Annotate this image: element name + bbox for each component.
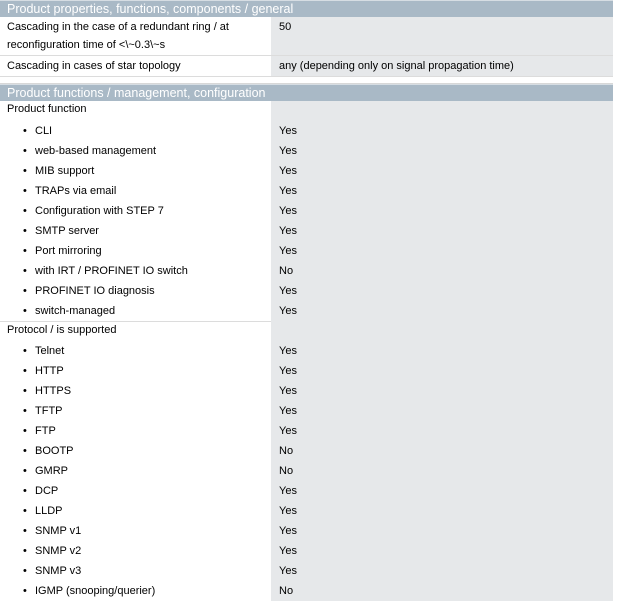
spec-item-row — [0, 581, 613, 601]
spec-item-value-cell — [271, 441, 613, 461]
spec-item-label-cell — [0, 141, 271, 161]
bullet-icon: • — [23, 185, 27, 197]
spec-item-label: DCP — [35, 485, 59, 497]
spec-item-value: No — [279, 445, 294, 457]
spec-item-value-cell — [271, 461, 613, 481]
spec-item-value: Yes — [279, 345, 297, 357]
spec-item-value: Yes — [279, 305, 297, 317]
spec-item-value-cell — [271, 581, 613, 601]
spec-item-value: Yes — [279, 505, 297, 517]
spec-item-label-cell — [0, 461, 271, 481]
spec-item-row — [0, 381, 613, 401]
bullet-icon: • — [23, 125, 27, 137]
spec-item-value: No — [279, 585, 294, 597]
spec-item-label-cell — [0, 241, 271, 261]
spec-item-row — [0, 341, 613, 361]
spec-item-label: Configuration with STEP 7 — [35, 205, 164, 217]
spec-item-row — [0, 361, 613, 381]
bullet-icon: • — [23, 305, 27, 317]
spec-item-value-cell — [271, 241, 613, 261]
bullet-icon: • — [23, 265, 27, 277]
spec-item-value: Yes — [279, 365, 297, 377]
spec-item-value: Yes — [279, 385, 297, 397]
spec-item-row — [0, 141, 613, 161]
bullet-icon: • — [23, 225, 27, 237]
spec-item-row — [0, 461, 613, 481]
spec-item-label: TFTP — [35, 405, 63, 417]
spec-item-label: BOOTP — [35, 445, 74, 457]
spec-item-value: Yes — [279, 485, 297, 497]
spec-item-label-cell — [0, 501, 271, 521]
spec-item-value-cell — [271, 221, 613, 241]
spec-group-row — [0, 101, 613, 121]
spec-row-star-topology — [0, 56, 613, 77]
spec-item-value-cell — [271, 521, 613, 541]
spec-item-value: Yes — [279, 125, 297, 137]
spec-item-value-cell — [271, 341, 613, 361]
spec-item-value: Yes — [279, 205, 297, 217]
spec-row-redundant-ring — [0, 17, 613, 56]
bullet-icon: • — [23, 165, 27, 177]
spec-group-label: Product function — [7, 103, 87, 115]
spec-item-value-cell — [271, 141, 613, 161]
spec-item-label-cell — [0, 181, 271, 201]
spec-item-value: Yes — [279, 565, 297, 577]
spec-item-label-cell — [0, 401, 271, 421]
section-header-management: Product functions / management, configuration — [0, 84, 613, 101]
spec-value-empty — [271, 101, 613, 121]
spec-item-row — [0, 221, 613, 241]
bullet-icon: • — [23, 345, 27, 357]
bullet-icon: • — [23, 465, 27, 477]
bullet-icon: • — [23, 385, 27, 397]
spec-item-value: Yes — [279, 245, 297, 257]
spec-item-label-cell — [0, 541, 271, 561]
spec-item-value-cell — [271, 501, 613, 521]
spec-item-value-cell — [271, 561, 613, 581]
spec-item-value-cell — [271, 381, 613, 401]
spec-value-empty — [271, 321, 613, 341]
spec-item-value: No — [279, 265, 294, 277]
spec-item-label-cell — [0, 481, 271, 501]
spec-item-value-cell — [271, 481, 613, 501]
spec-item-value: Yes — [279, 525, 297, 537]
spec-item-label: SNMP v2 — [35, 545, 82, 557]
bullet-icon: • — [23, 405, 27, 417]
spec-item-value: Yes — [279, 185, 297, 197]
spec-item-value: Yes — [279, 405, 297, 417]
spec-item-row — [0, 301, 613, 321]
section-divider — [0, 77, 613, 84]
spec-item-label: SMTP server — [35, 225, 99, 237]
spec-item-value: Yes — [279, 545, 297, 557]
spec-item-label-cell — [0, 581, 271, 601]
spec-item-label: Port mirroring — [35, 245, 102, 257]
bullet-icon: • — [23, 585, 27, 597]
spec-item-label-cell — [0, 561, 271, 581]
spec-item-label: HTTPS — [35, 385, 72, 397]
spec-item-value-cell — [271, 161, 613, 181]
bullet-icon: • — [23, 285, 27, 297]
spec-item-value-cell — [271, 401, 613, 421]
spec-item-label: IGMP (snooping/querier) — [35, 585, 156, 597]
spec-item-row — [0, 281, 613, 301]
bullet-icon: • — [23, 445, 27, 457]
spec-item-label: TRAPs via email — [35, 185, 117, 197]
spec-item-row — [0, 501, 613, 521]
spec-group-label: Protocol / is supported — [0, 321, 271, 341]
spec-item-label-cell — [0, 381, 271, 401]
spec-item-row — [0, 541, 613, 561]
spec-item-label: CLI — [35, 125, 53, 137]
spec-item-label-cell — [0, 121, 271, 141]
spec-item-value-cell — [271, 261, 613, 281]
spec-item-label-cell — [0, 281, 271, 301]
spec-item-row — [0, 201, 613, 221]
spec-item-label: PROFINET IO diagnosis — [35, 285, 155, 297]
spec-item-label: web-based management — [35, 145, 157, 157]
spec-label: Cascading in the case of a redundant ring / at reconfiguration time of <\~0.3\~s — [7, 21, 229, 51]
spec-value: 50 — [271, 17, 613, 55]
bullet-icon: • — [23, 365, 27, 377]
bullet-icon: • — [23, 505, 27, 517]
spec-value: any (depending only on signal propagation time) — [271, 56, 613, 76]
spec-item-value: Yes — [279, 285, 297, 297]
spec-item-label-cell — [0, 261, 271, 281]
spec-item-label-cell — [0, 421, 271, 441]
bullet-icon: • — [23, 485, 27, 497]
bullet-icon: • — [23, 145, 27, 157]
spec-item-value: No — [279, 465, 294, 477]
spec-item-row — [0, 521, 613, 541]
spec-item-value: Yes — [279, 165, 297, 177]
spec-groups — [0, 101, 613, 601]
spec-item-label-cell — [0, 341, 271, 361]
spec-item-value-cell — [271, 361, 613, 381]
spec-item-row — [0, 161, 613, 181]
bullet-icon: • — [23, 545, 27, 557]
spec-group-row — [0, 321, 613, 341]
spec-item-label: Telnet — [35, 345, 65, 357]
spec-item-value-cell — [271, 121, 613, 141]
section-header-general: Product properties, functions, components / general — [0, 0, 613, 17]
spec-item-row — [0, 441, 613, 461]
spec-item-row — [0, 261, 613, 281]
spec-item-value: Yes — [279, 225, 297, 237]
spec-item-row — [0, 561, 613, 581]
spec-item-label: HTTP — [35, 365, 64, 377]
spec-item-value: Yes — [279, 425, 297, 437]
spec-item-label: with IRT / PROFINET IO switch — [35, 265, 188, 277]
spec-item-value-cell — [271, 281, 613, 301]
spec-item-label: SNMP v1 — [35, 525, 82, 537]
bullet-icon: • — [23, 245, 27, 257]
spec-item-label: FTP — [35, 425, 56, 437]
spec-item-value-cell — [271, 181, 613, 201]
spec-item-value-cell — [271, 201, 613, 221]
bullet-icon: • — [23, 205, 27, 217]
spec-item-row — [0, 421, 613, 441]
spec-item-row — [0, 181, 613, 201]
spec-item-label: GMRP — [35, 465, 68, 477]
spec-item-value-cell — [271, 421, 613, 441]
spec-item-label: switch-managed — [35, 305, 116, 317]
spec-item-label-cell — [0, 301, 271, 321]
bullet-icon: • — [23, 525, 27, 537]
spec-item-row — [0, 481, 613, 501]
bullet-icon: • — [23, 565, 27, 577]
spec-item-label-cell — [0, 221, 271, 241]
spec-item-value-cell — [271, 541, 613, 561]
spec-item-label-cell — [0, 441, 271, 461]
spec-item-label: SNMP v3 — [35, 565, 82, 577]
bullet-icon: • — [23, 425, 27, 437]
spec-item-label: LLDP — [35, 505, 63, 517]
spec-item-value: Yes — [279, 145, 297, 157]
spec-item-row — [0, 401, 613, 421]
spec-item-row — [0, 121, 613, 141]
spec-item-label-cell — [0, 161, 271, 181]
spec-item-label: MIB support — [35, 165, 95, 177]
spec-item-label-cell — [0, 521, 271, 541]
spec-item-label-cell — [0, 201, 271, 221]
spec-label: Cascading in cases of star topology — [7, 60, 181, 72]
spec-item-label-cell — [0, 361, 271, 381]
spec-item-row — [0, 241, 613, 261]
spec-item-value-cell — [271, 301, 613, 321]
